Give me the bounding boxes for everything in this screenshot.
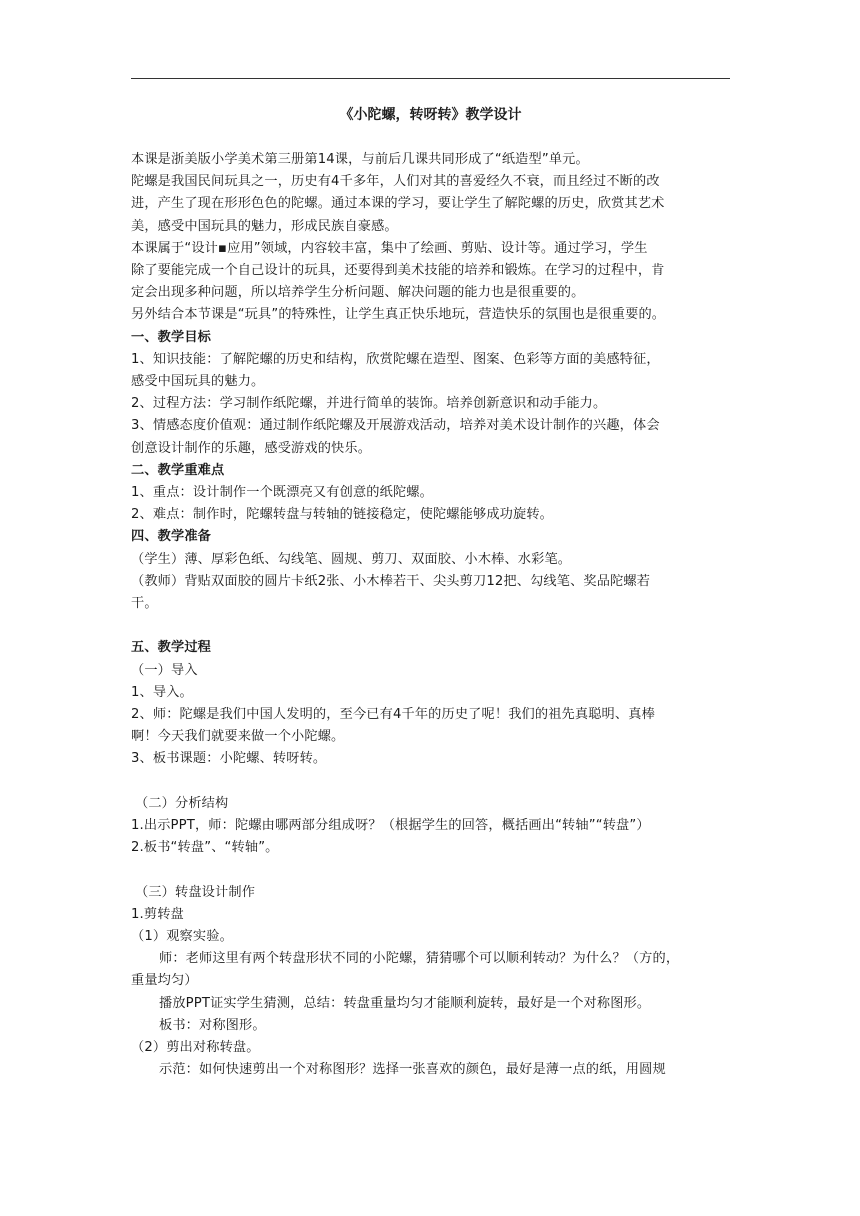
text-line: 本课是浙美版小学美术第三册第14课，与前后几课共同形成了“纸造型”单元。	[131, 152, 589, 167]
text-line: 进，产生了现在形形色色的陀螺。通过本课的学习，要让学生了解陀螺的历史，欣赏其艺术	[131, 196, 665, 212]
text-line: 感受中国玩具的魅力。	[131, 374, 265, 390]
text-line: （2）剪出对称转盘。	[131, 1040, 260, 1056]
text-line: 本课属于“设计▪应用”领域，内容较丰富，集中了绘画、剪贴、设计等。通过学习，学生	[131, 240, 648, 256]
blank-line	[131, 771, 730, 793]
document-page	[131, 0, 730, 1216]
document-title: 《小陀螺，转呀转》教学设计	[339, 107, 522, 123]
text-line: 创意设计制作的乐趣，感受游戏的快乐。	[131, 440, 372, 456]
text-line: 陀螺是我国民间玩具之一，历史有4千多年，人们对其的喜爱经久不衰，而且经过不断的改	[131, 174, 660, 190]
text-line: 2、师：陀螺是我们中国人发明的，至今已有4千年的历史了呢！我们的祖先真聪明、真棒	[131, 707, 655, 723]
section-heading: 一、教学目标	[131, 329, 212, 345]
text-line: 定会出现多种问题，所以培养学生分析问题、解决问题的能力也是很重要的。	[131, 285, 585, 301]
section-heading: 二、教学重难点	[131, 462, 225, 478]
text-line: 美，感受中国玩具的魅力，形成民族自豪感。	[131, 218, 398, 234]
section-heading: 四、教学准备	[131, 529, 212, 545]
text-line: （1）观察实验。	[131, 929, 233, 945]
text-line: 示范：如何快速剪出一个对称图形？选择一张喜欢的颜色，最好是薄一点的纸，用圆规	[159, 1062, 666, 1078]
text-line: 3、板书课题：小陀螺、转呀转。	[131, 751, 327, 767]
text-line: 1、导入。	[131, 684, 193, 700]
text-line: 1、重点：设计制作一个既漂亮又有创意的纸陀螺。	[131, 485, 433, 501]
blank-line	[131, 859, 730, 881]
text-line: 干。	[131, 596, 158, 612]
text-line: （教师）背贴双面胶的圆片卡纸2张、小木棒若干、尖头剪刀12把、勾线笔、奖品陀螺若	[131, 573, 651, 589]
blank-line	[131, 615, 730, 637]
text-line: 师：老师这里有两个转盘形状不同的小陀螺，猜猜哪个可以顺利转动？为什么？（方的，	[159, 951, 680, 967]
document-body	[131, 149, 730, 1081]
text-line: 重量均匀）	[131, 973, 198, 989]
text-line: （三）转盘设计制作	[135, 884, 256, 900]
text-line: 1、知识技能：了解陀螺的历史和结构，欣赏陀螺在造型、图案、色彩等方面的美感特征，	[131, 351, 660, 367]
text-line: 另外结合本节课是“玩具”的特殊性，让学生真正快乐地玩，营造快乐的氛围也是很重要的。	[131, 307, 666, 323]
text-line: 3、情感态度价值观：通过制作纸陀螺及开展游戏活动，培养对美术设计制作的兴趣，体会	[131, 418, 660, 434]
text-line: 播放PPT证实学生猜测，总结：转盘重量均匀才能顺利旋转，最好是一个对称图形。	[159, 995, 651, 1011]
text-line: （二）分析结构	[135, 795, 229, 811]
text-line: 2、过程方法：学习制作纸陀螺，并进行简单的装饰。培养创新意识和动手能力。	[131, 396, 607, 412]
text-line: 2.板书“转盘”、“转轴”。	[131, 840, 279, 856]
text-line: （一）导入	[131, 662, 198, 678]
text-line: 2、难点：制作时，陀螺转盘与转轴的链接稳定，使陀螺能够成功旋转。	[131, 507, 553, 523]
text-line: 啊！今天我们就要来做一个小陀螺。	[131, 729, 345, 745]
text-line: 1.剪转盘	[131, 906, 184, 922]
section-heading: 五、教学过程	[131, 640, 212, 656]
text-line: （学生）薄、厚彩色纸、勾线笔、圆规、剪刀、双面胶、小木棒、水彩笔。	[131, 551, 572, 567]
header-rule	[131, 78, 730, 79]
text-line: 板书：对称图形。	[159, 1017, 266, 1033]
text-line: 1.出示PPT，师：陀螺由哪两部分组成呀？（根据学生的回答，概括画出“转轴”“转盘”）	[131, 818, 650, 834]
text-line: 除了要能完成一个自己设计的玩具，还要得到美术技能的培养和锻炼。在学习的过程中，肯	[131, 263, 665, 279]
